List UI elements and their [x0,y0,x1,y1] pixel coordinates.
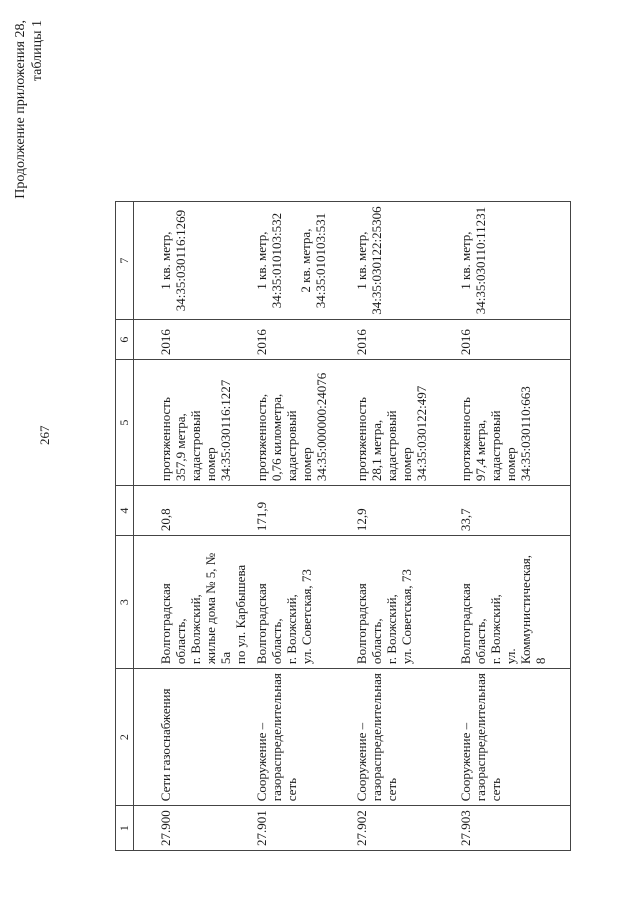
description-line: 34:35:030110:663 [518,386,533,482]
description-line: протяженность [354,397,369,482]
row-number-cell: 27.901 [250,806,350,851]
object-name-line: Сооружение – [254,722,269,802]
land-plot-line: 34:35:030116:1269 [173,209,188,312]
object-name-cell [350,669,454,806]
object-name-line: газораспределительная [473,673,488,802]
land-plot-line: 1 кв. метр, [354,231,369,290]
description-line: 34:35:030122:497 [414,385,429,482]
year-cell: 2016 [250,320,350,360]
land-plot-entry [298,206,328,315]
description-line: номер [399,447,414,482]
description-line: 34:35:030116:1227 [218,379,233,482]
description-cell [250,360,350,486]
object-name-line: газораспределительная [369,673,384,802]
land-plot-line: 34:35:010103:532 [269,212,284,309]
address-line: ул. Советская, 73 [299,569,314,665]
land-plot-entry [254,206,284,315]
description-line: номер [299,447,314,482]
column-number: 2 [116,669,134,806]
object-name-cell [250,669,350,806]
land-plot-cell [250,202,350,320]
land-plot-line: 34:35:030122:25306 [369,206,384,315]
land-plot-line: 1 кв. метр, [458,231,473,290]
caption-line-2: таблицы 1 [30,20,45,82]
description-line: 28,1 метра, [369,419,384,482]
value-cell: 171,9 [250,486,350,536]
address-line: ул. Советская, 73 [399,569,414,665]
column-number: 5 [116,360,134,486]
description-line: 357,9 метра, [173,413,188,482]
description-line: кадастровый [384,410,399,482]
value-cell: 12,9 [350,486,454,536]
object-name-line: сеть [284,777,299,802]
address-line: Волгоградская область, [254,583,284,665]
land-plot-line: 34:35:030110:11231 [473,206,488,315]
column-number: 7 [116,202,134,320]
column-number: 3 [116,536,134,669]
row-number-cell: 27.902 [350,806,454,851]
address-line: г. Волжский, [284,594,299,665]
address-line: ул. Коммунистическая, [503,555,533,665]
description-line: номер [203,447,218,482]
description-line: 97,4 метра, [473,419,488,482]
column-number: 1 [116,806,134,851]
value-cell: 33,7 [454,486,571,536]
description-line: протяженность, [254,393,269,482]
address-line: г. Волжский, [188,594,203,665]
caption-line-1: Продолжение приложения 28, [13,20,28,199]
table-caption [12,20,46,280]
land-plot-cell [350,202,454,320]
year-cell: 2016 [134,320,251,360]
address-line: жилые дома № 5, № 5а [203,552,233,665]
address-line: Волгоградская область, [158,583,188,665]
table-row [250,202,350,851]
address-line: 8 [533,657,548,665]
property-table [115,201,571,851]
land-plot-entry [354,206,384,315]
object-name-line: газораспределительная [269,673,284,802]
land-plot-cell [454,202,571,320]
description-line: 0,76 километра, [269,393,284,482]
column-number: 6 [116,320,134,360]
value-cell: 20,8 [134,486,251,536]
address-line: г. Волжский, [384,594,399,665]
object-name-cell [134,669,251,806]
page-number: 267 [37,425,52,445]
description-cell [134,360,251,486]
land-plot-entry [158,206,188,315]
address-line: г. Волжский, [488,594,503,665]
description-cell [454,360,571,486]
description-cell [350,360,454,486]
description-line: кадастровый [284,410,299,482]
description-line: протяженность [158,397,173,482]
address-line: Волгоградская область, [354,583,384,665]
land-plot-line: 2 кв. метра, [298,228,313,293]
year-cell: 2016 [454,320,571,360]
address-cell [250,536,350,669]
address-line: Волгоградская область, [458,583,488,665]
column-number: 4 [116,486,134,536]
address-cell [350,536,454,669]
object-name-line: сеть [384,777,399,802]
land-plot-line: 34:35:010103:531 [313,212,328,309]
description-line: 34:35:000000:24076 [314,372,329,482]
address-cell [454,536,571,669]
object-name-line: Сооружение – [354,722,369,802]
row-number-cell: 27.903 [454,806,571,851]
address-cell [134,536,251,669]
year-cell: 2016 [350,320,454,360]
description-line: кадастровый [188,410,203,482]
column-numbers-row [116,202,134,851]
description-line: кадастровый [488,410,503,482]
table-row [350,202,454,851]
object-name-cell [454,669,571,806]
description-line: протяженность [458,397,473,482]
description-line: номер [503,447,518,482]
object-name-line: Сети газоснабжения [158,688,173,802]
object-name-line: Сооружение – [458,722,473,802]
land-plot-entry [458,206,488,315]
address-line: по ул. Карбышева [233,564,248,665]
object-name-line: сеть [488,777,503,802]
land-plot-line: 1 кв. метр, [158,231,173,290]
land-plot-line: 1 кв. метр, [254,231,269,290]
table-row [134,202,251,851]
land-plot-cell [134,202,251,320]
row-number-cell: 27.900 [134,806,251,851]
table-row [454,202,571,851]
